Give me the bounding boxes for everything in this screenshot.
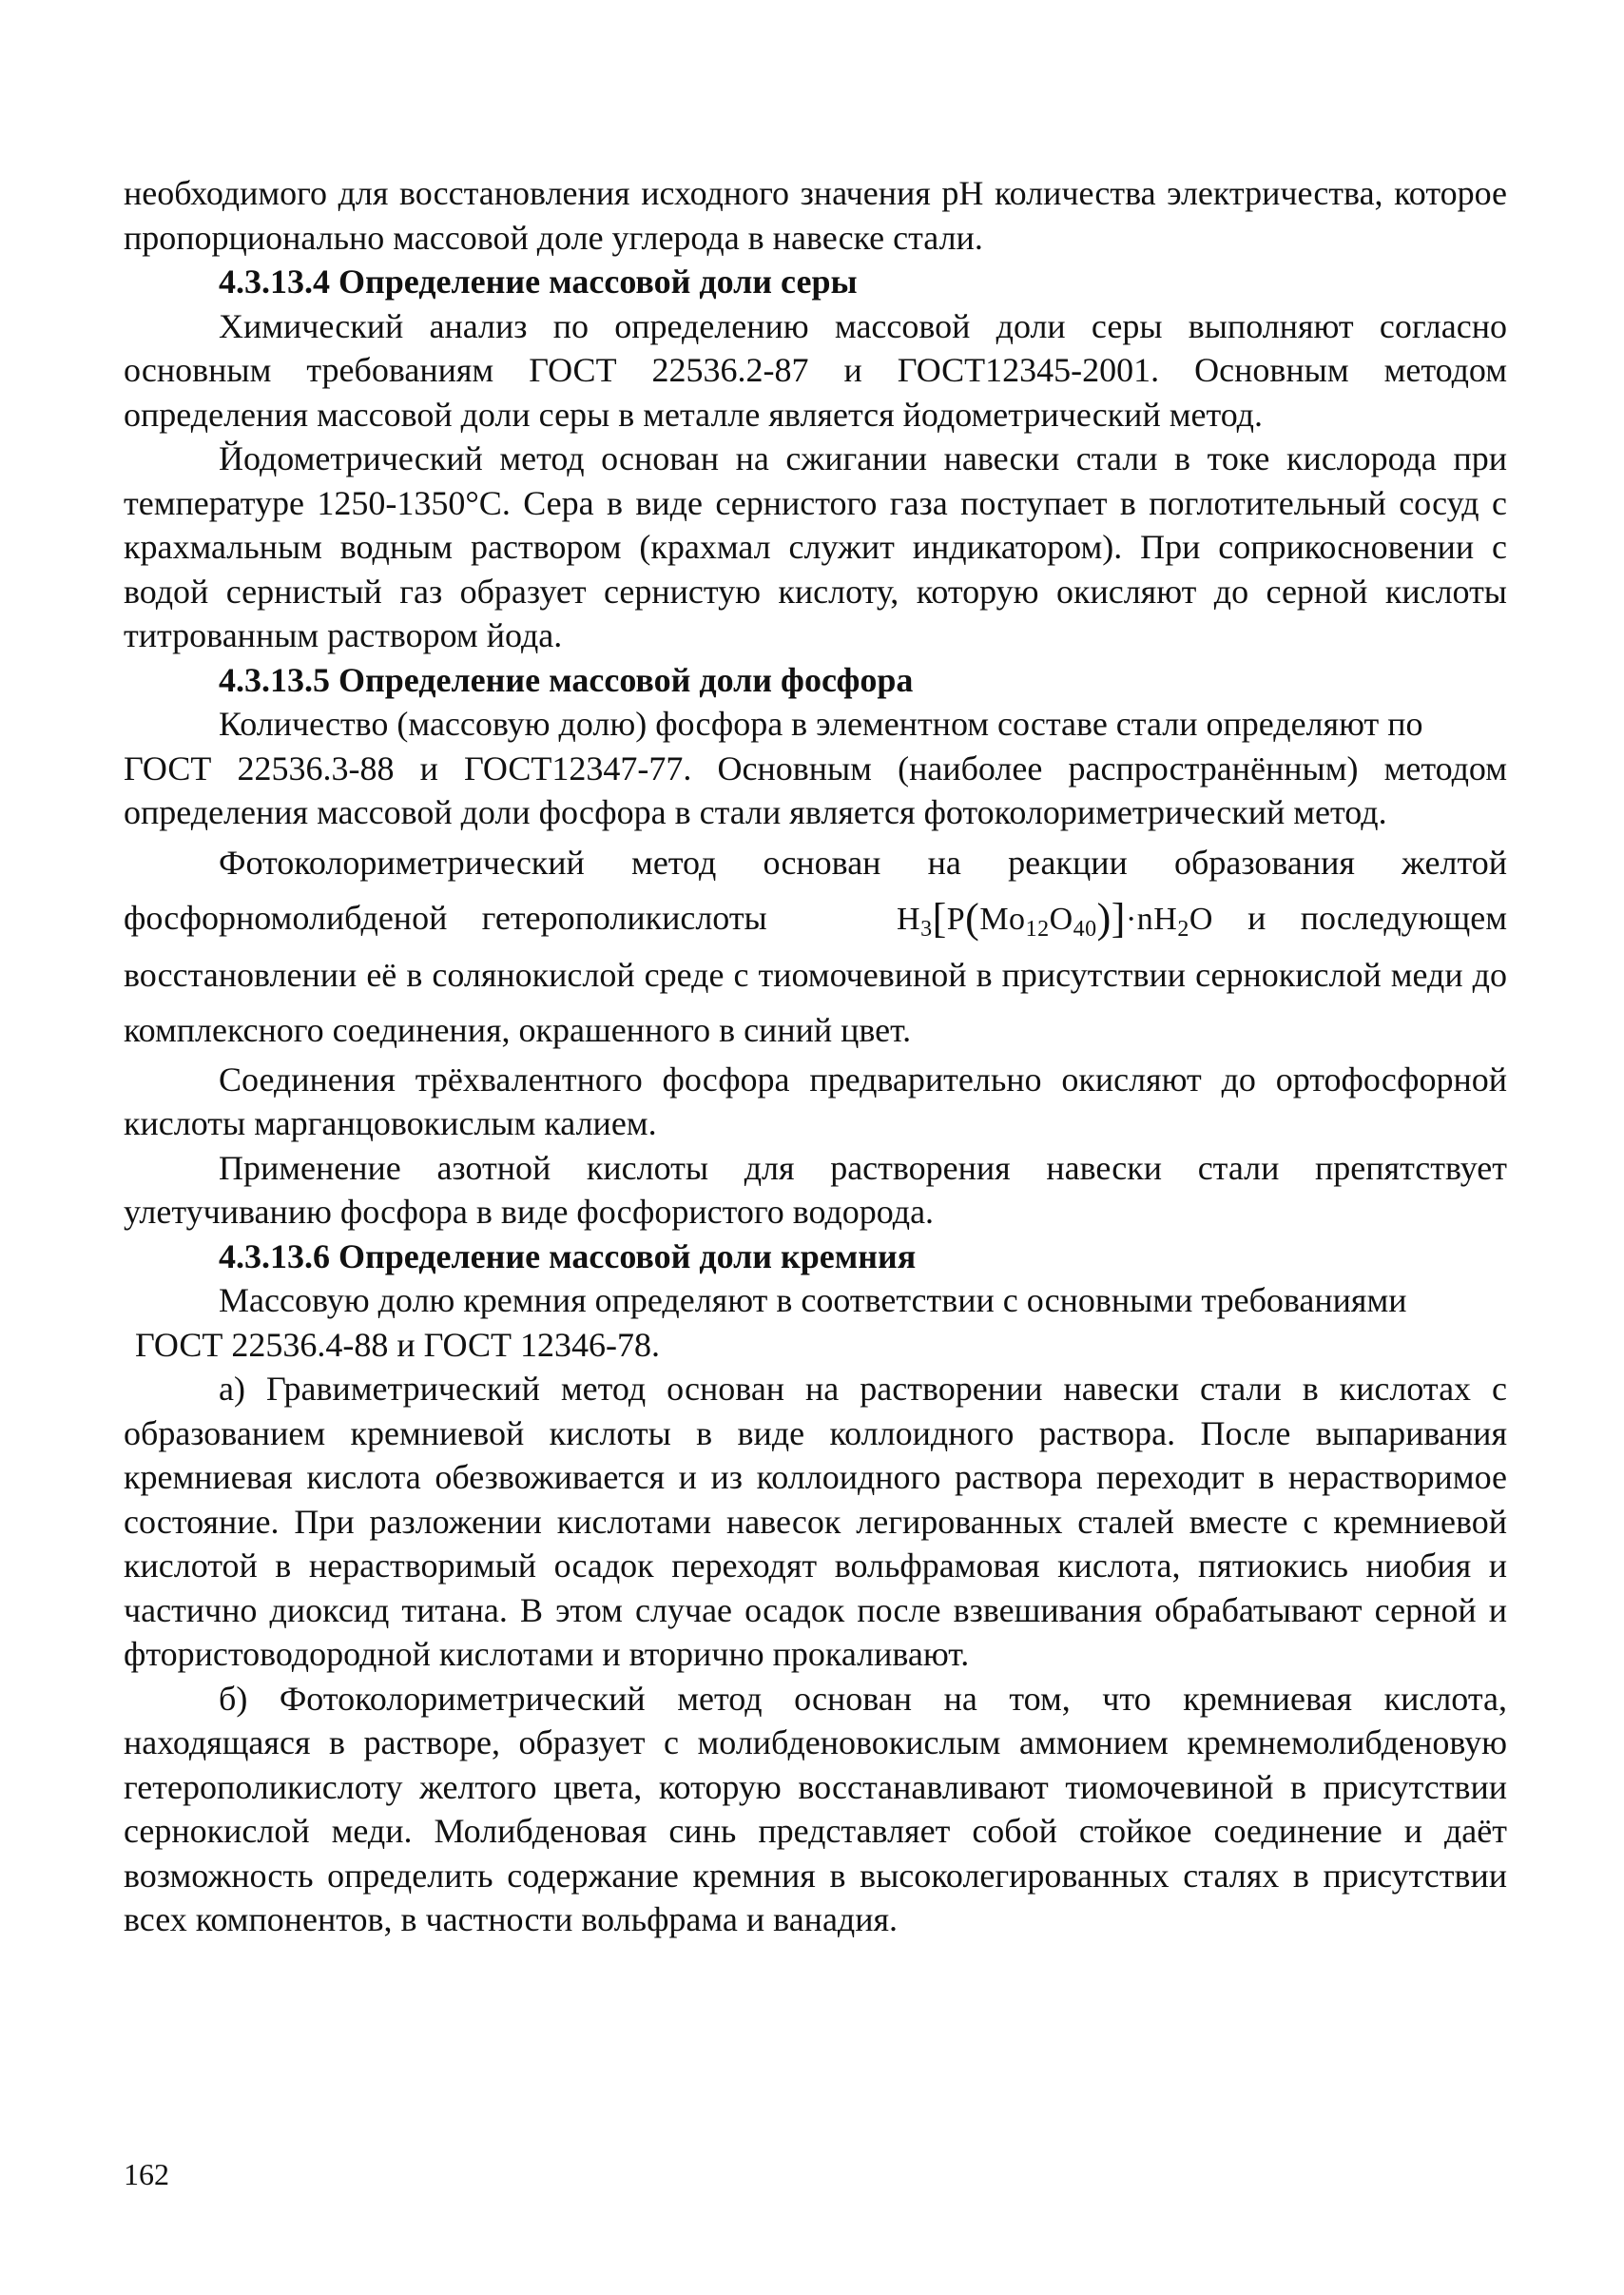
paragraph-phosphorus-intro: Количество (массовую долю) фосфора в элементном составе стали определяют по xyxy=(219,705,1423,743)
paragraph-silicon-standards: ГОСТ 22536.4-88 и ГОСТ 12346-78. xyxy=(135,1325,660,1364)
paragraph-gravimetric-method: а) Гравиметрический метод основан на растворении навески стали в кислотах с образованием кремниевой кислоты в виде коллоидного раствора. После выпаривания кремниевая кислота обезвоживается и из коллоидного раствора переходит в нерастворимое состояние. При разложении кислотами навесок легированных сталей вместе с кремниевой кислотой в нерастворимый осадок переходят вольфрамовая кислота, пятиокись ниобия и частично диоксид титана. В этом случае осадок после взвешивания обрабатывают серной и фтористоводородной кислотами и вторично прокаливают. xyxy=(124,1370,1507,1673)
paragraph-sulfur-standards: Химический анализ по определению массовой доли серы выполняют согласно основным требованиям ГОСТ 22536.2-87 и ГОСТ12345-2001. Основным методом определения массовой доли серы в металле является йодометрический метод. xyxy=(124,306,1507,434)
formula-lead-text: Фотоколориметрический метод основан на реакции образования желтой фосфорномолибденой гетерополикислоты xyxy=(124,843,1507,937)
heading-silicon: 4.3.13.6 Определение массовой доли кремния xyxy=(219,1236,917,1275)
paragraph-silicon-intro: Массовую долю кремния определяют в соответствии с основными требованиями xyxy=(219,1281,1407,1319)
page-number: 162 xyxy=(124,2157,169,2191)
paragraph-phosphorus-standards: ГОСТ 22536.3-88 и ГОСТ12347-77. Основным (наиболее распространённым) методом определения массовой доли фосфора в стали является фотоколориметрический метод. xyxy=(124,749,1507,831)
heading-phosphorus: 4.3.13.5 Определение массовой доли фосфора xyxy=(219,660,914,699)
paragraph-photocolorimetric-silicon: б) Фотоколориметрический метод основан на том, что кремниевая кислота, находящаяся в растворе, образует с молибденовокислым аммонием кремнемолибденовую гетерополикислоту желтого цвета, которую восстанавливают тиомочевиной в присутствии сернокислой меди. Молибденовая синь представляет собой стойкое соединение и даёт возможность определить содержание кремния в высоколегированных сталях в присутствии всех компонентов, в частности вольфрама и ванадия. xyxy=(124,1679,1507,1938)
paragraph-trivalent-phosphorus: Соединения трёхвалентного фосфора предварительно окисляют до ортофосфорной кислоты марганцовокислым калием. xyxy=(124,1060,1507,1142)
body-text xyxy=(124,171,1507,1942)
formula-trail-text: и последующем восстановлении её в солянокислой среде с тиомочевиной в присутствии сернокислой меди до комплексного соединения, окрашенного в синий цвет. xyxy=(124,898,1508,1049)
heading-sulfur: 4.3.13.4 Определение массовой доли серы xyxy=(219,263,858,301)
paragraph-photocolorimetric-phosphorus xyxy=(124,835,1507,1058)
paragraph-nitric-acid: Применение азотной кислоты для растворения навески стали препятствует улетучиванию фосфора в виде фосфористого водорода. xyxy=(124,1148,1507,1231)
paragraph-carbon-end: необходимого для восстановления исходного значения pH количества электричества, которое пропорционально массовой доле углерода в навеске стали. xyxy=(124,174,1507,257)
heteropolyacid-formula: $H_3[P(Mo_{12}O_{40})]\cdot nH_2O$ xyxy=(897,894,1213,942)
paragraph-iodometric-method: Йодометрический метод основан на сжигании навески стали в токе кислорода при температуре 1250-1350°С. Сера в виде сернистого газа поступает в поглотительный сосуд с крахмальным водным раствором (крахмал служит индикатором). При соприкосновении с водой сернистый газ образует сернистую кислоту, которую окисляют до серной кислоты титрованным раствором йода. xyxy=(124,439,1507,654)
